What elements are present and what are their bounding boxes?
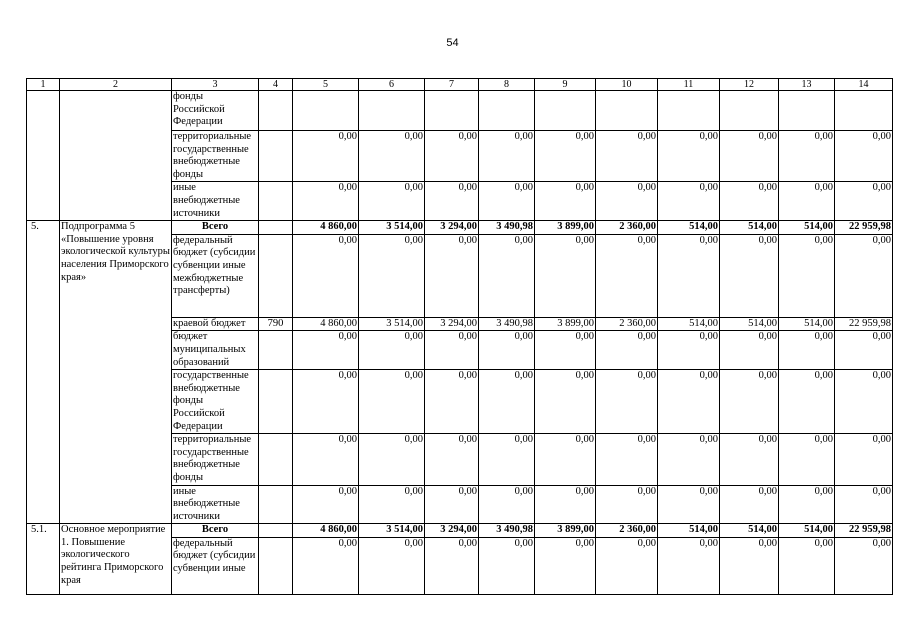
amount-cell: 514,00 (779, 524, 835, 538)
amount-cell: 0,00 (293, 331, 359, 370)
amount-cell: 0,00 (720, 331, 779, 370)
amount-cell (479, 91, 535, 131)
amount-cell (720, 91, 779, 131)
amount-cell: 0,00 (658, 182, 720, 221)
amount-cell: 0,00 (359, 537, 425, 594)
amount-cell: 0,00 (596, 537, 658, 594)
amount-cell: 0,00 (359, 182, 425, 221)
header-cell: 1 (27, 79, 60, 91)
header-cell: 13 (779, 79, 835, 91)
amount-cell: 0,00 (293, 434, 359, 485)
code-cell (259, 537, 293, 594)
amount-cell: 0,00 (658, 370, 720, 434)
amount-cell: 3 514,00 (359, 221, 425, 235)
item-name-cell: Подпрограмма 5 «Повышение уровня экологической культуры населения Приморского края» (60, 221, 172, 524)
header-cell: 5 (293, 79, 359, 91)
table-header-row (27, 79, 893, 91)
source-cell: территориальные государственные внебюджетные фонды (172, 131, 259, 182)
amount-cell: 0,00 (293, 485, 359, 524)
amount-cell: 0,00 (596, 434, 658, 485)
amount-cell: 0,00 (779, 434, 835, 485)
amount-cell: 0,00 (658, 485, 720, 524)
amount-cell: 0,00 (425, 234, 479, 317)
amount-cell: 514,00 (658, 524, 720, 538)
amount-cell: 0,00 (535, 131, 596, 182)
amount-cell: 0,00 (779, 370, 835, 434)
amount-cell: 0,00 (479, 434, 535, 485)
amount-cell: 0,00 (535, 182, 596, 221)
source-cell: государственные внебюджетные фонды Российской Федерации (172, 370, 259, 434)
amount-cell: 0,00 (479, 537, 535, 594)
amount-cell: 0,00 (779, 182, 835, 221)
source-cell: федеральный бюджет (субсидии субвенции иные (172, 537, 259, 594)
amount-cell: 3 490,98 (479, 221, 535, 235)
code-cell (259, 434, 293, 485)
amount-cell: 3 899,00 (535, 524, 596, 538)
amount-cell: 0,00 (293, 182, 359, 221)
amount-cell: 0,00 (779, 331, 835, 370)
amount-cell: 22 959,98 (835, 317, 893, 331)
row-number-cell (27, 91, 60, 221)
amount-cell: 0,00 (359, 370, 425, 434)
code-cell (259, 221, 293, 235)
amount-cell: 0,00 (835, 182, 893, 221)
amount-cell: 514,00 (779, 317, 835, 331)
header-cell: 8 (479, 79, 535, 91)
amount-cell: 0,00 (720, 485, 779, 524)
amount-cell: 0,00 (425, 434, 479, 485)
code-cell (259, 131, 293, 182)
amount-cell: 3 294,00 (425, 317, 479, 331)
source-cell: федеральный бюджет (субсидии субвенции иные межбюджетные трансферты) (172, 234, 259, 317)
amount-cell: 0,00 (425, 131, 479, 182)
amount-cell: 0,00 (658, 434, 720, 485)
amount-cell: 0,00 (425, 331, 479, 370)
amount-cell: 514,00 (779, 221, 835, 235)
amount-cell (835, 91, 893, 131)
table-row (27, 91, 893, 131)
amount-cell: 3 490,98 (479, 524, 535, 538)
amount-cell: 0,00 (835, 370, 893, 434)
amount-cell: 0,00 (658, 331, 720, 370)
header-cell: 7 (425, 79, 479, 91)
amount-cell: 0,00 (425, 537, 479, 594)
amount-cell (425, 91, 479, 131)
amount-cell: 3 490,98 (479, 317, 535, 331)
amount-cell: 0,00 (479, 182, 535, 221)
amount-cell: 4 860,00 (293, 221, 359, 235)
amount-cell: 0,00 (720, 434, 779, 485)
amount-cell: 0,00 (596, 370, 658, 434)
item-name-cell (60, 91, 172, 221)
source-cell: иные внебюджетные источники (172, 485, 259, 524)
amount-cell: 3 294,00 (425, 221, 479, 235)
header-cell: 9 (535, 79, 596, 91)
amount-cell: 3 294,00 (425, 524, 479, 538)
amount-cell: 0,00 (293, 234, 359, 317)
budget-table (26, 78, 893, 595)
source-cell: бюджет муниципальных образований (172, 331, 259, 370)
amount-cell: 4 860,00 (293, 317, 359, 331)
amount-cell: 0,00 (535, 370, 596, 434)
amount-cell: 0,00 (293, 131, 359, 182)
amount-cell: 0,00 (658, 234, 720, 317)
amount-cell: 0,00 (596, 182, 658, 221)
amount-cell: 0,00 (596, 485, 658, 524)
amount-cell: 22 959,98 (835, 221, 893, 235)
amount-cell: 0,00 (779, 131, 835, 182)
amount-cell: 0,00 (425, 485, 479, 524)
header-cell: 12 (720, 79, 779, 91)
amount-cell: 0,00 (359, 434, 425, 485)
amount-cell: 0,00 (425, 370, 479, 434)
source-cell: Всего (172, 221, 259, 235)
source-cell: иные внебюджетные источники (172, 182, 259, 221)
amount-cell: 514,00 (658, 317, 720, 331)
amount-cell: 0,00 (479, 370, 535, 434)
amount-cell: 514,00 (720, 317, 779, 331)
amount-cell: 514,00 (720, 221, 779, 235)
row-number-cell: 5. (27, 221, 60, 524)
amount-cell: 0,00 (425, 182, 479, 221)
amount-cell: 22 959,98 (835, 524, 893, 538)
amount-cell: 0,00 (835, 331, 893, 370)
row-number-cell: 5.1. (27, 524, 60, 595)
code-cell (259, 234, 293, 317)
amount-cell: 0,00 (359, 485, 425, 524)
amount-cell: 0,00 (720, 182, 779, 221)
amount-cell: 0,00 (779, 234, 835, 317)
amount-cell (658, 91, 720, 131)
amount-cell: 4 860,00 (293, 524, 359, 538)
amount-cell: 0,00 (720, 370, 779, 434)
amount-cell: 0,00 (720, 234, 779, 317)
amount-cell: 3 514,00 (359, 317, 425, 331)
amount-cell: 0,00 (835, 537, 893, 594)
code-cell (259, 370, 293, 434)
amount-cell (293, 91, 359, 131)
amount-cell: 0,00 (535, 234, 596, 317)
table-row (27, 524, 893, 538)
amount-cell: 0,00 (658, 131, 720, 182)
amount-cell: 0,00 (720, 131, 779, 182)
source-cell: краевой бюджет (172, 317, 259, 331)
amount-cell: 0,00 (779, 537, 835, 594)
amount-cell: 0,00 (479, 331, 535, 370)
header-cell: 10 (596, 79, 658, 91)
table-row (27, 221, 893, 235)
code-cell (259, 91, 293, 131)
amount-cell: 0,00 (293, 370, 359, 434)
amount-cell (596, 91, 658, 131)
amount-cell: 0,00 (479, 485, 535, 524)
amount-cell: 0,00 (835, 131, 893, 182)
amount-cell: 0,00 (479, 131, 535, 182)
amount-cell: 0,00 (535, 331, 596, 370)
amount-cell: 0,00 (596, 331, 658, 370)
header-cell: 2 (60, 79, 172, 91)
amount-cell (535, 91, 596, 131)
amount-cell: 0,00 (779, 485, 835, 524)
amount-cell (359, 91, 425, 131)
amount-cell: 0,00 (835, 485, 893, 524)
amount-cell: 2 360,00 (596, 524, 658, 538)
amount-cell: 2 360,00 (596, 317, 658, 331)
amount-cell: 0,00 (720, 537, 779, 594)
amount-cell: 0,00 (535, 537, 596, 594)
header-cell: 11 (658, 79, 720, 91)
page-number: 54 (446, 37, 459, 49)
amount-cell: 3 899,00 (535, 317, 596, 331)
amount-cell: 0,00 (359, 234, 425, 317)
amount-cell: 2 360,00 (596, 221, 658, 235)
header-cell: 6 (359, 79, 425, 91)
amount-cell: 514,00 (720, 524, 779, 538)
amount-cell: 3 514,00 (359, 524, 425, 538)
code-cell (259, 182, 293, 221)
amount-cell: 514,00 (658, 221, 720, 235)
code-cell (259, 524, 293, 538)
code-cell (259, 331, 293, 370)
header-cell: 4 (259, 79, 293, 91)
source-cell: Всего (172, 524, 259, 538)
amount-cell: 0,00 (479, 234, 535, 317)
amount-cell: 0,00 (835, 234, 893, 317)
amount-cell: 0,00 (359, 131, 425, 182)
amount-cell: 0,00 (596, 131, 658, 182)
header-cell: 3 (172, 79, 259, 91)
amount-cell: 0,00 (359, 331, 425, 370)
amount-cell: 0,00 (835, 434, 893, 485)
code-cell: 790 (259, 317, 293, 331)
header-cell: 14 (835, 79, 893, 91)
amount-cell (779, 91, 835, 131)
amount-cell: 0,00 (535, 434, 596, 485)
amount-cell: 0,00 (658, 537, 720, 594)
amount-cell: 0,00 (293, 537, 359, 594)
amount-cell: 0,00 (535, 485, 596, 524)
code-cell (259, 485, 293, 524)
item-name-cell: Основное мероприятие 1. Повышение экологического рейтинга Приморского края (60, 524, 172, 595)
source-cell: территориальные государственные внебюджетные фонды (172, 434, 259, 485)
source-cell: фонды Российской Федерации (172, 91, 259, 131)
amount-cell: 3 899,00 (535, 221, 596, 235)
amount-cell: 0,00 (596, 234, 658, 317)
